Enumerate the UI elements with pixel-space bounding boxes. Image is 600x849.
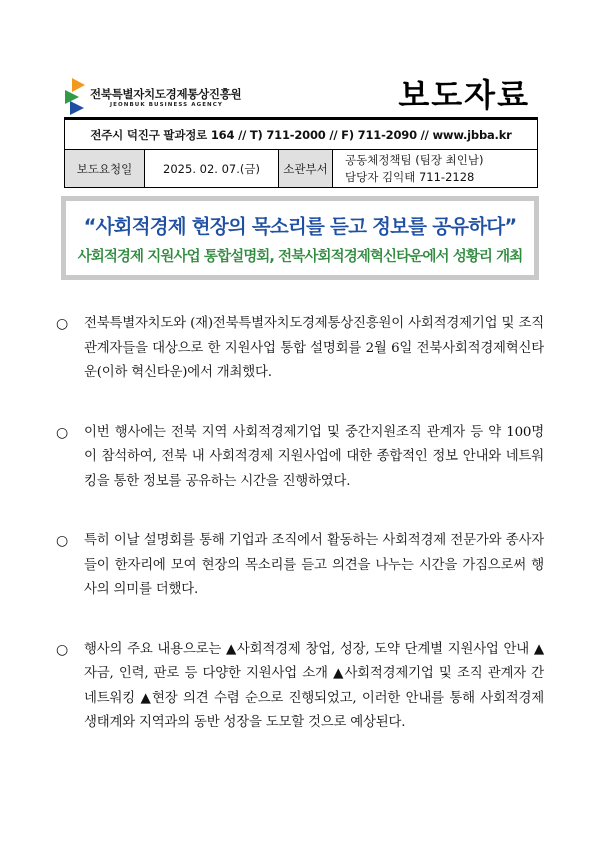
paragraph-text: 전북특별자치도와 (재)전북특별자치도경제통상진흥원이 사회적경제기업 및 조직 관계자들을 대상으로 한 지원사업 통합 설명회를 2월 6일 전북사회적경제혁신타운(이하 혁신타운)에서 개최했다. — [84, 316, 544, 380]
paragraph — [56, 638, 544, 736]
logo-mark-icon — [64, 77, 86, 117]
paragraph-text: 이번 행사에는 전북 지역 사회적경제기업 및 중간지원조직 관계자 등 약 100명이 참석하여, 전북 내 사회적경제 지원사업에 대한 종합적인 정보 안내와 네트워킹을 통한 정보를 공유하는 시간을 진행하였다. — [84, 424, 544, 489]
info-table — [64, 117, 538, 188]
contact-info: 전주시 덕진구 팔과정로 164 // T) 711-2000 // F) 711-2090 // www.jbba.kr — [65, 119, 538, 150]
paragraph-text: 특히 이날 설명회를 통해 기업과 조직에서 활동하는 사회적경제 전문가와 종사자들이 한자리에 모여 현장의 목소리를 듣고 의견을 나누는 시간을 가짐으로써 행사의 의미를 더했다. — [84, 533, 544, 597]
bullet-circle-icon: ○ — [56, 533, 69, 549]
request-date: 2025. 02. 07.(금) — [145, 150, 279, 188]
bullet-circle-icon: ○ — [56, 424, 69, 441]
department-info — [333, 150, 538, 188]
department-team: 공동체정책팀 (팀장 최인남) — [345, 152, 484, 167]
headline-subtitle: 사회적경제 지원사업 통합설명회, 전북사회적경제혁신타운에서 성황리 개최 — [77, 249, 523, 265]
paragraph — [56, 529, 544, 603]
department-label: 소관부서 — [279, 150, 333, 188]
paragraph — [56, 312, 544, 386]
paragraph-text: 행사의 주요 내용으로는 ▲사회적경제 창업, 성장, 도약 단계별 지원사업 안내 ▲자금, 인력, 판로 등 다양한 지원사업 소개 ▲사회적경제기업 및 조직 관계자 간 네트워킹 ▲현장 의견 수렴 순으로 진행되었고, 이러한 안내를 통해 사회적경제 생태계와 지역과의 동반 성장을 도모할 것으로 예상된다. — [84, 641, 544, 730]
department-contact: 담당자 김익태 711-2128 — [345, 169, 475, 184]
org-name-english: JEONBUK BUSINESS AGENCY — [110, 102, 223, 108]
bullet-circle-icon: ○ — [56, 316, 69, 332]
press-release-title: 보도자료 — [398, 76, 530, 114]
bullet-circle-icon: ○ — [56, 641, 69, 658]
body-text — [56, 312, 544, 771]
headline-box — [61, 196, 539, 280]
paragraph — [56, 421, 544, 495]
request-date-label: 보도요청일 — [65, 150, 145, 188]
org-name: 전북특별자치도경제통상진흥원 — [90, 87, 242, 101]
org-logo — [64, 77, 254, 117]
headline-title: “사회적경제 현장의 목소리를 듣고 정보를 공유하다” — [83, 215, 517, 238]
